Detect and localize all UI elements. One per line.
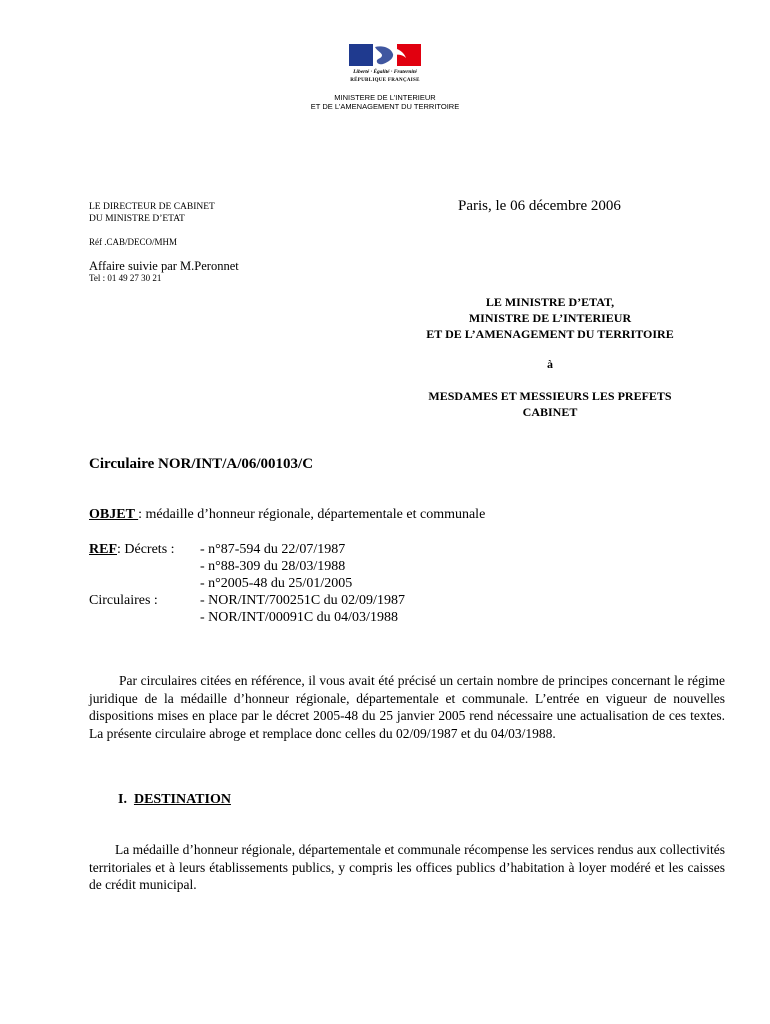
decree-2: - n°88-309 du 28/03/1988 — [200, 559, 346, 574]
circular-title: Circulaire NOR/INT/A/06/00103/C — [89, 456, 314, 472]
section1-title: DESTINATION — [133, 792, 231, 807]
ministry-header-line1: MINISTERE DE L'INTERIEUR — [334, 93, 436, 102]
ref-label: REF — [89, 542, 117, 557]
sender-line2: DU MINISTRE D’ETAT — [89, 214, 185, 224]
decree-3: - n°2005-48 du 25/01/2005 — [200, 576, 353, 591]
addressee-to2: CABINET — [522, 405, 578, 419]
sender-line1: LE DIRECTEUR DE CABINET — [89, 202, 215, 212]
logo-blue-band — [349, 44, 373, 66]
addressee-from1: LE MINISTRE D’ETAT, — [485, 295, 615, 309]
addressee-to-word: à — [547, 357, 553, 371]
logo-red-band — [397, 44, 421, 66]
logo-motto: Liberté · Égalité · Fraternité — [353, 69, 417, 75]
telephone: Tel : 01 49 27 30 21 — [89, 273, 162, 283]
circulars-label: Circulaires : — [89, 593, 158, 608]
logo-republic: RÉPUBLIQUE FRANÇAISE — [350, 78, 420, 83]
addressee-from3: ET DE L’AMENAGEMENT DU TERRITOIRE — [426, 327, 674, 341]
reference-code: Réf .CAB/DECO/MHM — [89, 237, 178, 247]
date-line: Paris, le 06 décembre 2006 — [458, 198, 621, 214]
addressee-to1: MESDAMES ET MESSIEURS LES PREFETS — [428, 389, 672, 403]
ref-label-line — [89, 541, 175, 559]
object-label: OBJET — [89, 507, 139, 522]
section1-paragraph — [89, 841, 725, 894]
section1-paragraph-text: La médaille d’honneur régionale, départementale et communale récompense les services rendus aux collectivités territoriales et à leurs établissements publics, y compris les offices publics d’habitation à loyer modéré et les caisses de crédit municipal. — [89, 842, 725, 892]
addressee-from2: MINISTRE DE L’INTERIEUR — [468, 311, 632, 325]
intro-paragraph-text: Par circulaires citées en référence, il vous avait été précisé un certain nombre de principes concernant le régime juridique de la médaille d’honneur régionale, départementale et communale. L’entrée en vigueur de nouvelles dispositions mises en place par le décret 2005-48 du 25 janvier 2005 rend nécessaire une actualisation de ces textes. La présente circulaire abroge et remplace donc celles du 02/09/1987 et du 04/03/1988. — [89, 673, 725, 741]
object-line — [89, 506, 485, 524]
section1-heading — [118, 791, 231, 809]
decrees-label: : Décrets : — [117, 542, 175, 557]
circular-ref-2: - NOR/INT/00091C du 04/03/1988 — [200, 610, 398, 625]
object-text: : médaille d’honneur régionale, départementale et communale — [138, 507, 486, 522]
decree-1: - n°87-594 du 22/07/1987 — [200, 542, 346, 557]
circular-ref-1: - NOR/INT/700251C du 02/09/1987 — [200, 593, 405, 608]
ministry-header-line2: ET DE L'AMENAGEMENT DU TERRITOIRE — [310, 102, 460, 111]
followed-by: Affaire suivie par M.Peronnet — [89, 259, 239, 273]
intro-paragraph — [89, 672, 725, 742]
section1-number: I. — [118, 792, 127, 807]
